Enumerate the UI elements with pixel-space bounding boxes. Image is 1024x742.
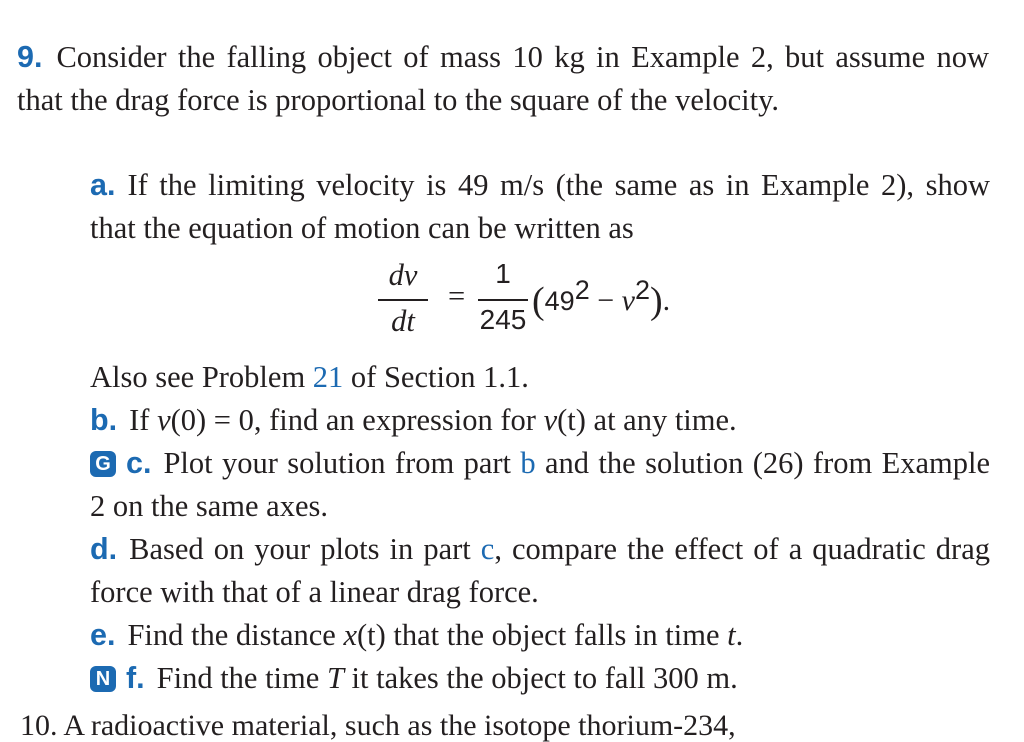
part-d-text-post: , compare the effect of a quadratic drag force with that of a linear drag force. [90,532,990,609]
eq-rhs-numerator: 1 [495,258,511,289]
part-f-T-var: T [326,661,344,695]
part-e-text-pre: Find the distance [127,618,344,652]
part-d-label: d. [90,532,118,566]
eq-lhs-numerator: dv [388,258,418,292]
eq-close-paren: ) [650,280,663,322]
part-f-text-pre: Find the time [156,661,327,695]
eq-lhs-denominator: dt [391,304,415,338]
eq-exponent-1: 2 [574,275,590,305]
part-b-label: b. [90,403,118,437]
eq-period: . [662,284,671,317]
equation-of-motion [370,258,730,344]
problem-9 [17,36,989,122]
see-also-pre: Also see Problem [90,360,313,394]
part-e-label: e. [90,618,116,652]
next-problem-cutoff [20,709,1010,742]
part-d [90,528,990,614]
eq-variable: v [621,284,635,317]
part-b-condition: (0) = 0, find an expression for [170,403,544,437]
part-c-label: c. [126,446,152,480]
part-e [90,614,990,657]
eq-base: 49 [544,286,575,316]
part-e-x-var: x [343,618,357,652]
part-f-text-post: it takes the object to fall 300 m. [343,661,738,695]
part-b-link[interactable]: b [520,446,536,480]
part-c-text-pre: Plot your solution from part [163,446,521,480]
part-c-link[interactable]: c [480,532,495,566]
part-a-text: If the limiting velocity is 49 m/s (the same as in Example 2), show that the equation of motion can be written as [90,168,990,245]
part-b-vt-var: v [543,403,558,437]
part-e-end: . [735,618,744,652]
numerical-badge-icon: N [90,666,116,692]
see-also-post: of Section 1.1. [343,360,529,394]
part-c-text-post: and the solution (26) from Example 2 on the same axes. [90,446,990,523]
problem-statement [17,36,989,122]
problem-21-link[interactable]: 21 [312,360,344,394]
eq-minus: − [589,284,622,317]
part-a-followup [90,356,990,399]
part-c [90,442,990,528]
part-f-label: f. [126,661,145,695]
next-problem-text: 10. A radioactive material, such as the isotope thorium-234, [20,709,736,742]
part-d-text-pre: Based on your plots in part [129,532,481,566]
eq-parenthesized-term [532,275,670,323]
eq-equals-sign: = [448,279,466,313]
problem-number: 9. [17,40,43,74]
problem-text-rest: assume now that the drag force is proportional to the square of the velocity. [17,40,989,117]
part-e-t-arg: (t) [357,618,386,652]
graphing-badge-icon: G [90,451,116,477]
part-e-t-var: t [727,618,736,652]
part-b-vt-arg: (t) [557,403,586,437]
part-b-text-post: at any time. [585,403,737,437]
eq-exponent-2: 2 [634,275,651,305]
part-f [90,657,990,700]
problem-text-line1: Consider the falling object of mass 10 kg in Example 2, but [56,40,824,74]
eq-rhs-denominator: 245 [479,304,527,335]
part-a-label: a. [90,168,116,202]
eq-open-paren: ( [532,280,545,322]
part-b-v0-var: v [157,403,171,437]
part-a [90,164,990,250]
part-e-text-post: that the object falls in time [385,618,728,652]
eq-fraction-bar-lhs [378,299,428,301]
part-b [90,399,990,442]
part-b-text-pre: If [129,403,158,437]
eq-fraction-bar-rhs [478,299,528,301]
